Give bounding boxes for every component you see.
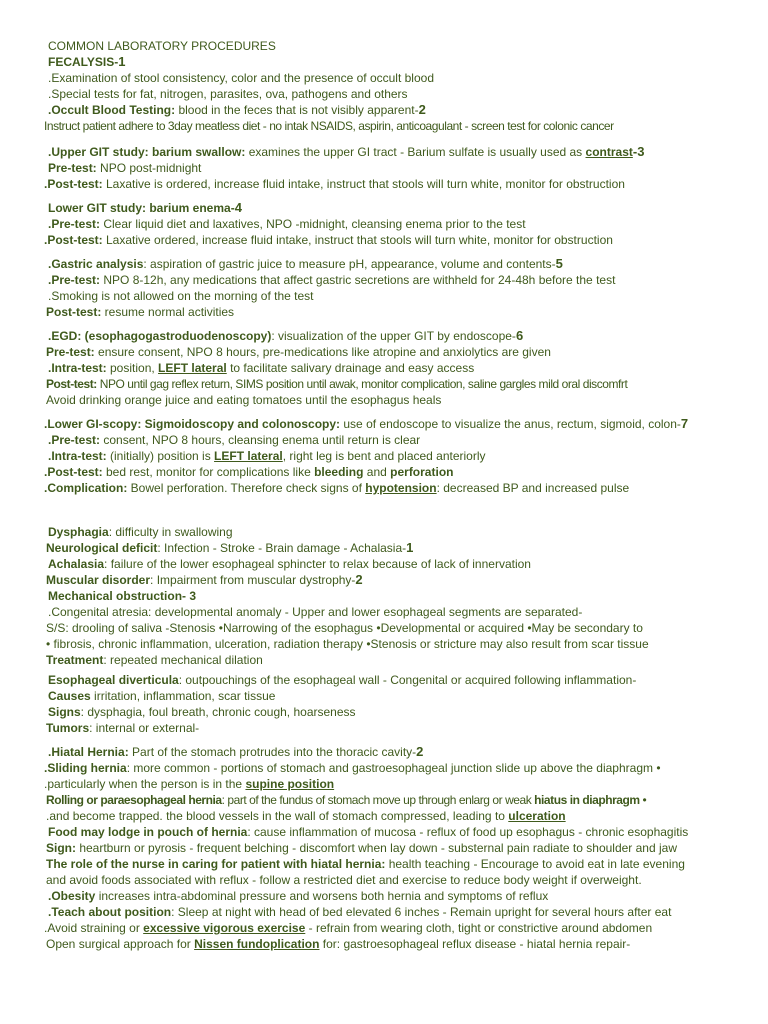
bold-term: Dysphagia (48, 525, 109, 539)
text-line (44, 464, 453, 480)
text-line (48, 216, 526, 232)
text-line (46, 792, 646, 808)
bold-term: Neurological deficit (46, 541, 158, 555)
bold-term: Treatment (46, 653, 104, 667)
text-span: : dysphagia, foul breath, chronic cough, hoarseness (80, 705, 356, 719)
bold-term: Causes (48, 689, 91, 703)
text-line (48, 360, 474, 376)
text-line (46, 376, 627, 392)
underlined-term: LEFT lateral (214, 449, 283, 463)
text-line (48, 588, 196, 604)
text-span: .Congenital atresia: developmental anomaly - Upper and lower esophageal segments are separated- (48, 605, 583, 619)
text-span: Laxative ordered, increase fluid intake, instruct that stools will turn white, monitor for obstruction (102, 233, 613, 247)
text-span: 1 (118, 54, 126, 69)
bold-term: Rolling or paraesophageal hernia (46, 793, 222, 807)
text-span: bed rest, monitor for complications like (102, 465, 315, 479)
text-line (48, 604, 582, 620)
text-span: examines the upper GI tract - Barium sulfate is usually used as (245, 145, 586, 159)
text-span: health teaching - Encourage to avoid eat in late evening (385, 857, 685, 871)
bold-term: .Pre-test: (48, 433, 101, 447)
text-span: : failure of the lower esophageal sphincter to relax because of lack of innervation (104, 557, 531, 571)
text-line (44, 776, 334, 792)
text-line (48, 556, 531, 572)
text-span: and become trapped. the blood vessels in the wall of stomach compressed, leading to (49, 809, 509, 823)
text-line (48, 888, 548, 904)
text-line (48, 54, 125, 70)
bold-term: Muscular disorder (46, 573, 151, 587)
text-line (48, 144, 644, 160)
bold-term: Lower GIT study: barium enema- (48, 201, 235, 215)
text-span: and avoid foods associated with reflux - follow a restricted diet and exercise to reduce body weight if overweight. (46, 873, 642, 887)
text-line (48, 160, 201, 176)
bold-term: Esophageal diverticula (48, 673, 179, 687)
text-line (44, 920, 652, 936)
text-span: NPO until gag reflex return, SIMS position until awak, monitor complication, saline gargles mild oral discomfrt (96, 377, 628, 391)
text-span: : internal or external- (89, 721, 200, 735)
text-line (46, 652, 263, 668)
bold-term: Pre-test: (48, 161, 97, 175)
text-span: : Sleep at night with head of bed elevated 6 inches - Remain upright for several hours after eat (171, 905, 672, 919)
bold-term: Post-test: (46, 305, 102, 319)
text-span: Open surgical approach for (46, 937, 195, 951)
bold-term: Sign: (46, 841, 76, 855)
text-line (44, 416, 688, 432)
text-span: • (639, 793, 647, 807)
text-line (48, 38, 276, 54)
text-span: 1 (406, 540, 414, 555)
underlined-term: LEFT lateral (158, 361, 227, 375)
text-line (46, 392, 441, 408)
bold-term: .Lower GI-scopy: Sigmoidoscopy and colonoscopy: (44, 417, 341, 431)
text-span: for: gastroesophageal reflux disease - hiatal hernia repair- (319, 937, 631, 951)
bold-term: FECALYSIS- (48, 55, 119, 69)
bold-term: .Complication: (44, 481, 128, 495)
underlined-term: supine position (245, 777, 335, 791)
text-span: . (46, 809, 50, 823)
bold-term: Mechanical obstruction- 3 (48, 589, 197, 603)
text-span: • fibrosis, chronic inflammation, ulceration, radiation therapy •Stenosis or stricture may also result from scar tissue (46, 637, 649, 651)
text-span: 6 (515, 328, 524, 343)
bold-term: .Sliding hernia (44, 761, 127, 775)
text-line (48, 86, 408, 102)
text-span: increases intra-abdominal pressure and worsens both hernia and symptoms of reflux (95, 889, 549, 903)
bold-term: .Gastric analysis (48, 257, 144, 271)
text-line (48, 288, 313, 304)
text-line (48, 432, 420, 448)
text-line (48, 672, 636, 688)
text-span: COMMON LABORATORY PROCEDURES (48, 39, 276, 53)
underlined-term: ulceration (508, 809, 566, 823)
text-line (46, 540, 413, 556)
text-line (46, 636, 649, 652)
text-span: 2 (418, 102, 426, 117)
text-line (46, 304, 234, 320)
bold-term: bleeding (314, 465, 364, 479)
bold-term: Signs (48, 705, 81, 719)
bold-term: Achalasia (48, 557, 105, 571)
text-span: Bowel perforation. Therefore check signs of (127, 481, 366, 495)
text-span: (initially) position is (106, 449, 215, 463)
bold-term: perforation (390, 465, 454, 479)
text-span: : repeated mechanical dilation (103, 653, 263, 667)
bold-term: .Obesity (48, 889, 96, 903)
text-span: , right leg is bent and placed anteriorly (282, 449, 486, 463)
bold-term: Food may lodge in pouch of hernia (48, 825, 248, 839)
text-span: 2 (355, 572, 363, 587)
text-line (44, 480, 629, 496)
text-span: 2 (416, 744, 424, 759)
text-line (44, 176, 625, 192)
text-line (46, 840, 677, 856)
text-span: S/S: drooling of saliva -Stenosis •Narrowing of the esophagus •Developmental or acquired •May be secondary to (46, 621, 643, 635)
bold-term: .Post-test: (44, 233, 103, 247)
text-span: : outpouchings of the esophageal wall - Congenital or acquired following inflammation- (178, 673, 637, 687)
text-line (46, 720, 199, 736)
text-span: : Infection - Stroke - Brain damage - Achalasia- (157, 541, 407, 555)
bold-term: .Post-test: (44, 177, 103, 191)
text-span: : part of the fundus of stomach move up through enlarg or weak (221, 793, 535, 807)
text-span: use of endoscope to visualize the anus, rectum, sigmoid, colon- (340, 417, 681, 431)
text-span: 4 (234, 200, 242, 215)
text-span: : difficulty in swallowing (108, 525, 233, 539)
text-line (48, 70, 434, 86)
underlined-term: contrast (585, 145, 633, 159)
text-span: : visualization of the upper GIT by endoscope- (271, 329, 516, 343)
text-span: Clear liquid diet and laxatives, NPO -midnight, cleansing enema prior to the test (100, 217, 526, 231)
text-span: ensure consent, NPO 8 hours, pre-medications like atropine and anxiolytics are given (94, 345, 551, 359)
text-line (48, 824, 688, 840)
bold-term: The role of the nurse in caring for patient with hiatal hernia: (46, 857, 386, 871)
text-line (48, 904, 671, 920)
bold-term: .Upper GIT study: barium swallow: (48, 145, 246, 159)
text-line (44, 118, 614, 134)
text-line (46, 872, 642, 888)
text-line (46, 936, 630, 952)
bold-term: .Post-test: (44, 465, 103, 479)
text-span: position, (106, 361, 159, 375)
text-span: irritation, inflammation, scar tissue (90, 689, 276, 703)
text-span: : Impairment from muscular dystrophy- (150, 573, 356, 587)
text-line (48, 200, 242, 216)
text-span: .Special tests for fat, nitrogen, parasites, ova, pathogens and others (48, 87, 408, 101)
bold-term: .Hiatal Hernia: (48, 745, 129, 759)
bold-term: .Intra-test: (48, 449, 107, 463)
text-line (46, 808, 566, 824)
text-span: and (363, 465, 391, 479)
text-span: 7 (680, 416, 689, 431)
text-span: resume normal activities (101, 305, 235, 319)
text-span: : aspiration of gastric juice to measure pH, appearance, volume and contents- (143, 257, 556, 271)
text-span: Laxative is ordered, increase fluid intake, instruct that stools will turn white, monitor for obstruction (102, 177, 625, 191)
text-span: : cause inflammation of mucosa - reflux of food up esophagus - chronic esophagitis (247, 825, 689, 839)
bold-term: .Teach about position (48, 905, 172, 919)
text-span: 5 (555, 256, 563, 271)
text-span: .Examination of stool consistency, color and the presence of occult blood (48, 71, 434, 85)
bold-term: Tumors (46, 721, 90, 735)
bold-term: Post-test: (46, 377, 97, 391)
text-span: heartburn or pyrosis - frequent belching - discomfort when lay down - substernal pain radiate to shoulder and jaw (76, 841, 677, 855)
bold-term: .Pre-test: (48, 273, 101, 287)
bold-term: .Occult Blood Testing: (48, 103, 176, 117)
underlined-term: Nissen fundoplication (194, 937, 320, 951)
text-line (48, 744, 423, 760)
bold-term: .Intra-test: (48, 361, 107, 375)
text-span: Instruct patient adhere to 3day meatless diet - no intak NSAIDS, aspirin, anticoagulant - screen test for colonic cancer (44, 119, 614, 133)
text-line (48, 688, 275, 704)
text-line (48, 328, 523, 344)
text-span: blood in the feces that is not visibly apparent- (175, 103, 419, 117)
underlined-term: hypotension (365, 481, 437, 495)
text-line (48, 272, 615, 288)
text-span: .Avoid straining or (44, 921, 144, 935)
text-span: .Smoking is not allowed on the morning of the test (48, 289, 314, 303)
text-span: NPO post-midnight (96, 161, 202, 175)
text-span: consent, NPO 8 hours, cleansing enema until return is clear (100, 433, 421, 447)
text-span: .particularly when the person is in the (44, 777, 246, 791)
text-span: -3 (632, 144, 645, 159)
text-line (48, 704, 356, 720)
text-line (48, 448, 486, 464)
text-span: : more common - portions of stomach and gastroesophageal junction slide up above the diaphragm • (126, 761, 661, 775)
text-line (44, 760, 661, 776)
bold-term: .Pre-test: (48, 217, 101, 231)
text-line (46, 620, 643, 636)
bold-term: hiatus in diaphragm (534, 793, 640, 807)
text-line (46, 572, 363, 588)
text-line (44, 232, 613, 248)
text-line (46, 344, 551, 360)
text-line (48, 256, 563, 272)
text-span: to facilitate salivary drainage and easy access (226, 361, 475, 375)
text-line (48, 524, 233, 540)
text-span: NPO 8-12h, any medications that affect gastric secretions are withheld for 24-48h before the test (100, 273, 616, 287)
text-span: - refrain from wearing cloth, tight or constrictive around abdomen (305, 921, 653, 935)
bold-term: Pre-test: (46, 345, 95, 359)
text-line (48, 102, 426, 118)
bold-term: .EGD: (esophagogastroduodenoscopy) (48, 329, 272, 343)
text-span: Avoid drinking orange juice and eating tomatoes until the esophagus heals (46, 393, 442, 407)
text-line (46, 856, 685, 872)
text-span: Part of the stomach protrudes into the thoracic cavity- (128, 745, 417, 759)
underlined-term: excessive vigorous exercise (143, 921, 306, 935)
text-span: : decreased BP and increased pulse (436, 481, 630, 495)
